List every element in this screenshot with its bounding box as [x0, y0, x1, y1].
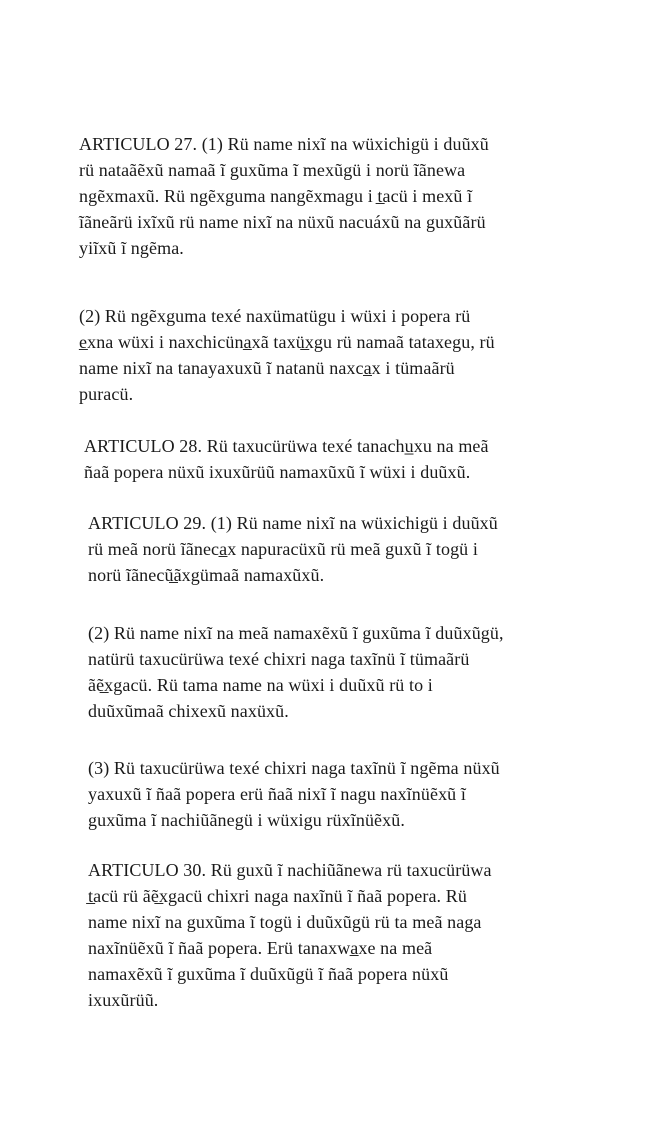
text-line: yaxuxũ ĩ ñaã popera erü ñaã nixĩ ĩ nagu naxĩnüẽxũ ĩ — [88, 784, 466, 804]
text-line: name nixĩ na tanayaxuxũ ĩ natanü naxca̲x i tümaãrü — [79, 358, 455, 378]
text-line: name nixĩ na guxũma ĩ togü i duũxũgü rü ta meã naga — [88, 912, 482, 932]
text-line: ĩãneãrü ixĩxũ rü name nixĩ na nüxũ nacuáxũ na guxũãrü — [79, 212, 486, 232]
text-line: rü nataãẽxũ namaã ĩ guxũma ĩ mexũgü i norü ĩãnewa — [79, 160, 466, 180]
text-line: norü ĩãnecũ̲ãxgümaã namaxũxũ. — [88, 565, 325, 585]
paragraph-articulo-29-1 — [88, 510, 498, 588]
text-line: ARTICULO 30. Rü guxũ ĩ nachiũãnewa rü taxucürüwa — [88, 860, 492, 880]
text-line: naxĩnüẽxũ ĩ ñaã popera. Erü tanaxwa̲xe na meã — [88, 938, 433, 958]
text-line: yiĩxũ ĩ ngẽma. — [79, 238, 184, 258]
paragraph-articulo-27-1 — [79, 131, 489, 261]
text-line: (2) Rü ngẽxguma texé naxümatügu i wüxi i popera rü — [79, 306, 471, 326]
text-line: ARTICULO 29. (1) Rü name nixĩ na wüxichigü i duũxũ — [88, 513, 498, 533]
text-line: ixuxũrüũ. — [88, 990, 159, 1010]
text-line: (2) Rü name nixĩ na meã namaxẽxũ ĩ guxũma ĩ duũxũgü, — [88, 623, 504, 643]
text-line: (3) Rü taxucürüwa texé chixri naga taxĩnü ĩ ngẽma nüxũ — [88, 758, 500, 778]
text-line: ARTICULO 27. (1) Rü name nixĩ na wüxichigü i duũxũ — [79, 134, 489, 154]
paragraph-articulo-29-3 — [88, 755, 500, 833]
text-line: ñaã popera nüxũ ixuxũrüũ namaxũxũ ĩ wüxi i duũxũ. — [84, 462, 471, 482]
text-line: guxũma ĩ nachiũãnegü i wüxigu rüxĩnüẽxũ. — [88, 810, 405, 830]
text-line: ARTICULO 28. Rü taxucürüwa texé tanachu̲xu na meã — [84, 436, 489, 456]
paragraph-articulo-30 — [88, 857, 492, 1013]
text-line: namaxẽxũ ĩ guxũma ĩ duũxũgü ĩ ñaã popera nüxũ — [88, 964, 449, 984]
text-line: natürü taxucürüwa texé chixri naga taxĩnü ĩ tümaãrü — [88, 649, 470, 669]
text-line: e̲xna wüxi i naxchicüna̲xã taxü̲xgu rü namaã tataxegu, rü — [79, 332, 495, 352]
paragraph-articulo-28 — [84, 433, 489, 485]
text-line: duũxũmaã chixexũ naxüxũ. — [88, 701, 289, 721]
text-line: ãẽ̲xgacü. Rü tama name na wüxi i duũxũ rü to i — [88, 675, 433, 695]
text-line: puracü. — [79, 384, 134, 404]
text-line: ngẽxmaxũ. Rü ngẽxguma nangẽxmagu i t̲acü i mexũ ĩ — [79, 186, 473, 206]
paragraph-articulo-29-2 — [88, 620, 504, 724]
paragraph-articulo-27-2 — [79, 303, 495, 407]
text-line: t̲acü rü ãẽ̲xgacü chixri naga naxĩnü ĩ ñaã popera. Rü — [88, 886, 467, 906]
text-line: rü meã norü ĩãneca̲x napuracüxũ rü meã guxũ ĩ togü i — [88, 539, 478, 559]
